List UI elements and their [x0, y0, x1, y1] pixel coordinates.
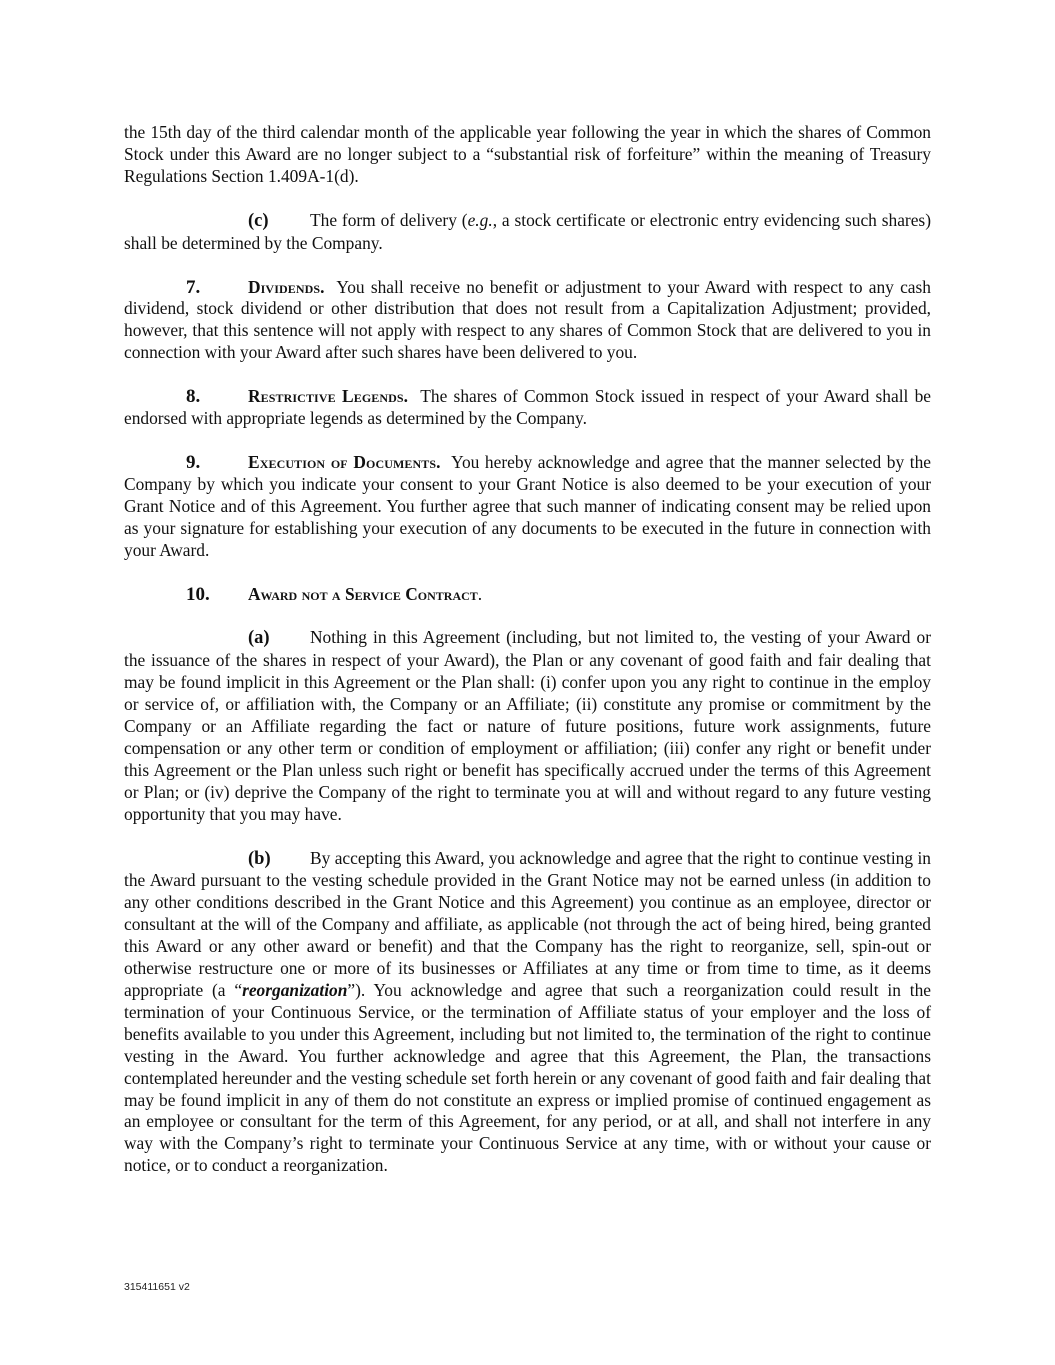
- section-7-number: 7.: [186, 276, 201, 298]
- subsection-c-text-after: , a stock certificate or electronic entry evidencing such shares) shall be determined by the Company.: [124, 209, 931, 253]
- subsection-10a-text: Nothing in this Agreement (including, but not limited to, the vesting of your Award or the issuance of the shares in respect of your Award), the Plan or any covenant of good faith and fair dealing that may be found implicit in this Agreement or the Plan shall: (i) confer upon you any right to continue in the employ or service of, or affiliation with, the Company or an Affiliate; (ii) constitute any promise or commitment by the Company or an Affiliate regarding the fact or nature of future positions, future work assignments, future compensation or any other term or condition of employment or affiliation; (iii) confer any right or benefit under this Agreement or the Plan unless such right or benefit has specifically accrued under the terms of this Agreement or Plan; or (iv) deprive the Company of the right to terminate you at will and without regard to any future vesting opportunity that you may have.: [124, 627, 931, 824]
- section-10: [124, 584, 931, 606]
- section-8: [124, 386, 931, 430]
- subsection-c-text-before: The form of delivery (: [310, 209, 468, 230]
- section-9: [124, 452, 931, 562]
- subsection-10a-label: (a): [248, 628, 270, 649]
- section-8-number: 8.: [186, 386, 201, 408]
- section-9-number: 9.: [186, 451, 201, 473]
- section-10-heading-end: .: [477, 583, 483, 604]
- subsection-10b-text-before: By accepting this Award, you acknowledge and agree that the right to continue vesting in the Award pursuant to the vesting schedule provided in the Grant Notice may not be earned unless (in addition to any other conditions described in the Grant Notice and this Agreement) you continue as an employee, director or consultant at the will of the Company and affiliate, as applicable (not through the act of being hired, being granted this Award or any other award or benefit) and that the Company has the right to reorganize, sell, spin-out or otherwise restructure one or more of its businesses or Affiliates at any time or from time to time, as it deems appropriate (a “: [124, 847, 931, 1000]
- section-8-heading: Restrictive Legends.: [248, 386, 409, 407]
- subsection-10b-text-after: ”). You acknowledge and agree that such a reorganization could result in the termination of your Continuous Service, or the termination of Affiliate status of your employer and the loss of benefits available to you under this Agreement, including but not limited to, the termination of the right to continue vesting in the Award. You further acknowledge and agree that this Agreement, the Plan, the transactions contemplated hereunder and the vesting schedule set forth herein or any covenant of good faith and fair dealing that may be found implicit in any of them do not constitute an express or implied promise of continued engagement as an employee or consultant for the term of this Agreement, for any period, or at all, and shall not interfere in any way with the Company’s right to terminate your Continuous Service at any time, with or without your cause or notice, or to conduct a reorganization.: [124, 980, 932, 1176]
- section-7-heading: Dividends.: [248, 276, 325, 297]
- section-8-text: The shares of Common Stock issued in respect of your Award shall be endorsed with appropriate legends as determined by the Company.: [124, 386, 931, 429]
- section-9-heading: Execution of Documents.: [248, 451, 441, 472]
- subsection-c-label: (c): [248, 210, 269, 231]
- section-7: [124, 277, 931, 365]
- subsection-c: [124, 210, 931, 255]
- section-7-text: You shall receive no benefit or adjustment to your Award with respect to any cash dividend, stock dividend or other distribution that does not result from a Capitalization Adjustment; provided, however, that this sentence will not apply with respect to any shares of Common Stock that are delivered to you in connection with your Award after such shares have been delivered to you.: [124, 276, 931, 363]
- section-10-heading: Award not a Service Contract: [248, 583, 478, 604]
- document-page: [124, 122, 931, 1177]
- document-id-footer: 315411651 v2: [124, 1281, 190, 1293]
- intro-paragraph: the 15th day of the third calendar month of the applicable year following the year in which the shares of Common Stock under this Award are no longer subject to a “substantial risk of forfeiture” within the meaning of Treasury Regulations Section 1.409A-1(d).: [124, 122, 931, 186]
- subsection-10b: [124, 848, 931, 1178]
- section-10-number: 10.: [186, 583, 210, 605]
- subsection-c-italic: e.g.: [467, 209, 493, 230]
- subsection-10b-label: (b): [248, 848, 271, 869]
- section-9-text: You hereby acknowledge and agree that the manner selected by the Company by which you indicate your consent to your Grant Notice is also deemed to be your execution of your Grant Notice and of this Agreement. You further agree that such manner of indicating consent may be relied upon as your signature for establishing your execution of any documents to be executed in the future in connection with your Award.: [124, 451, 931, 560]
- defined-term-reorganization: reorganization: [242, 980, 348, 1000]
- subsection-10a: [124, 627, 931, 825]
